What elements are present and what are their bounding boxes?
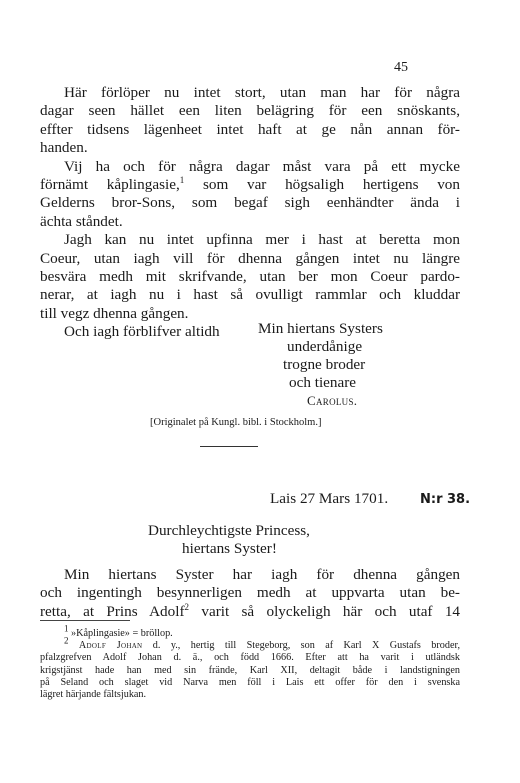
letter-1-body — [40, 84, 460, 342]
section-divider — [200, 446, 258, 447]
text-line — [40, 603, 460, 621]
text-line: och ingentingh besynnerligen medh at uppvarta utan be- — [40, 584, 460, 602]
footnote-marker: 1 — [64, 623, 69, 634]
footnote-marker: 2 — [64, 635, 69, 646]
footnote-line: krigstjänst hade han med sin frände, Karl XII, deltagit både i landstigningen — [40, 664, 460, 676]
text-segment: retta, at Prins Adolf — [40, 602, 185, 620]
text-segment: förnämt kåplingasie, — [40, 176, 180, 194]
text-line — [40, 176, 460, 194]
footnote-line: pfalzgrefven Adolf Johan d. ä., och född 1666. Efter att ha varit i utländsk — [40, 652, 460, 664]
footnote-text: »Kåplingasie» = bröllop. — [71, 628, 173, 639]
closing-line: och tienare — [289, 374, 357, 391]
salutation-line: Durchleychtigste Princess, — [148, 522, 310, 539]
letter-2-dateline: Lais 27 Mars 1701. — [270, 490, 389, 507]
text-segment: varit så olyckeligh här och utaf 14 — [201, 602, 461, 620]
text-line: Min hiertans Syster har iagh för dhenna gången — [64, 566, 460, 583]
closing-line: Min hiertans Systers — [258, 320, 383, 337]
letter-number: N:r 38. — [420, 492, 471, 507]
footnote-marker: 2 — [184, 601, 190, 612]
footnote — [40, 635, 460, 652]
text-line: Gelderns bror-Sons, som begaf sigh eenhändter ända i — [40, 194, 460, 212]
text-line: Och iagh förblifver altidh — [64, 323, 220, 341]
footnote-marker: 1 — [179, 174, 185, 185]
text-line: till vegz dhenna gången. — [40, 304, 189, 322]
text-line: ächta ståndet. — [40, 212, 123, 230]
text-line: effter tidsens lägenheet intet haft at ge nån annan för- — [40, 120, 460, 138]
text-line: dagar seen hället een liten belägring för een snöskants, — [40, 102, 460, 120]
text-line: besvära medh mit skrifvande, utan ber mon Coeur pardo- — [40, 268, 460, 286]
text-line: Coeur, utan iagh vill för dhenna gången intet nu längre — [40, 249, 460, 267]
footnote-text: d. y., hertig till Stegeborg, son af Karl X Gustafs broder, — [152, 640, 460, 652]
signature: Carolus. — [307, 393, 358, 408]
closing-line: underdånige — [287, 338, 363, 355]
letter-2-body — [40, 566, 460, 621]
page-number: 45 — [394, 60, 408, 75]
closing-line: trogne broder — [283, 356, 366, 373]
footnote-rule — [40, 620, 130, 621]
text-line: Jagh kan nu intet upfinna mer i hast at beretta mon — [64, 231, 460, 249]
salutation-line: hiertans Syster! — [182, 540, 277, 557]
text-line: handen. — [40, 139, 88, 157]
text-line: nerar, at iagh nu i hast så ovulligt rammlar och kluddar — [40, 286, 460, 304]
footnote — [40, 623, 460, 640]
footnote-line: lägret härjande fältsjukan. — [40, 689, 147, 701]
footnote-line: på Seland och slaget vid Narva men föll i Lais ett offer för den i svenska — [40, 676, 460, 688]
text-line: Här förlöper nu intet stort, utan man har för några — [64, 84, 460, 101]
footnotes — [40, 623, 460, 701]
source-note: [Originalet på Kungl. bibl. i Stockholm.] — [150, 417, 322, 428]
footnote-name: Adolf Johan — [78, 640, 143, 652]
text-line: Vij ha och för några dagar måst vara på ett mycke — [64, 157, 460, 175]
text-segment: som var högsaligh hertigens von — [202, 176, 460, 194]
